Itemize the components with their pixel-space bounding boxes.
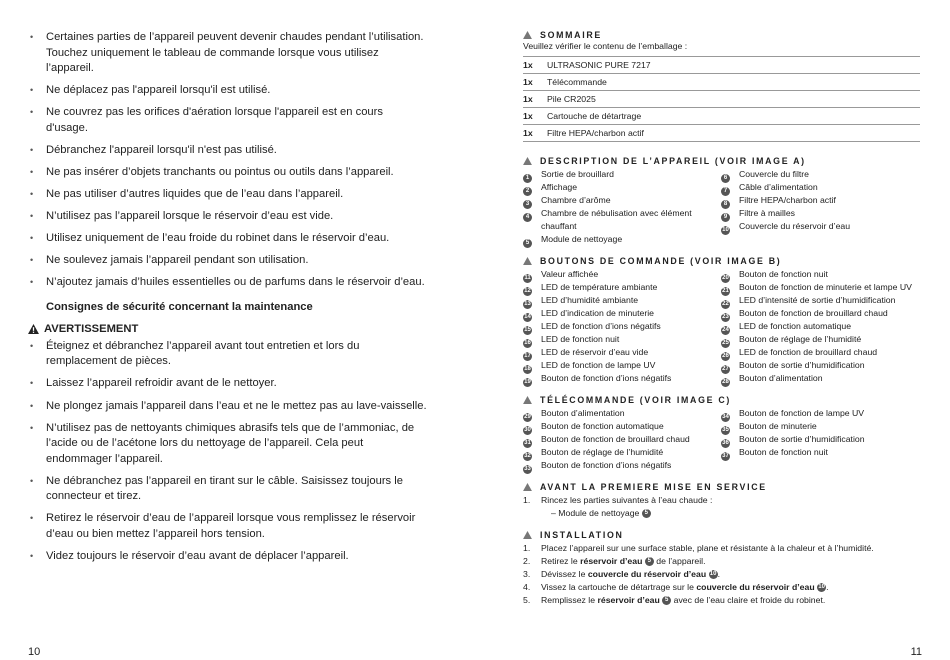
qty-cell: 1x bbox=[523, 91, 547, 108]
contents-table bbox=[523, 56, 920, 142]
sub-item-text: – Module de nettoyage bbox=[551, 508, 640, 518]
item-label: Bouton d’alimentation bbox=[739, 373, 823, 383]
number-badge: 3 bbox=[523, 200, 532, 209]
triangle-icon bbox=[523, 396, 532, 404]
number-badge: 24 bbox=[722, 327, 729, 333]
list-item bbox=[721, 320, 920, 333]
list-item bbox=[523, 407, 721, 420]
item-label: LED de fonction automatique bbox=[739, 321, 852, 331]
list-item bbox=[721, 168, 920, 181]
item-cell: ULTRASONIC PURE 7217 bbox=[547, 57, 920, 74]
number-badge: 2 bbox=[523, 187, 532, 196]
item-label: Couvercle du réservoir d’eau bbox=[739, 221, 851, 231]
telecommande-section bbox=[523, 395, 920, 472]
item-cell: Télécommande bbox=[547, 74, 920, 91]
item-label: Chambre d’arôme bbox=[541, 195, 611, 205]
page-number-left: 10 bbox=[28, 646, 41, 658]
list-item bbox=[523, 320, 721, 333]
table-row bbox=[523, 91, 920, 108]
item-label: LED d’intensité de sortie d’humidification bbox=[739, 295, 896, 305]
item-label: LED de température ambiante bbox=[541, 282, 658, 292]
number-badge: 7 bbox=[721, 187, 730, 196]
number-badge: 20 bbox=[722, 275, 729, 281]
list-item bbox=[523, 307, 721, 320]
item-label: Bouton de fonction de brouillard chaud bbox=[541, 434, 690, 444]
list-item: • Ne débranchez pas l’appareil en tirant sur le câble. Saisissez toujours le connecteur et tirez. bbox=[28, 474, 428, 505]
number-badge: 14 bbox=[524, 314, 531, 320]
item-label: Câble d’alimentation bbox=[739, 182, 818, 192]
boutons-col-2 bbox=[721, 268, 920, 385]
number-badge: 27 bbox=[722, 366, 729, 372]
step-number: 1. bbox=[523, 543, 531, 553]
list-item bbox=[721, 220, 920, 233]
step-text: Vissez la cartouche de détartrage sur le couvercle du réservoir d’eau 10. bbox=[541, 582, 829, 592]
item-label: LED d’indication de minuterie bbox=[541, 308, 655, 318]
list-item: • Ne soulevez jamais l’appareil pendant son utilisation. bbox=[28, 253, 428, 269]
item-label: Chambre de nébulisation avec élément chauffant bbox=[541, 208, 692, 231]
description-col-1 bbox=[523, 168, 721, 246]
telecommande-col-1 bbox=[523, 407, 721, 472]
item-label: LED de réservoir d’eau vide bbox=[541, 347, 649, 357]
number-badge: 13 bbox=[524, 301, 531, 307]
step-text: Placez l’appareil sur une surface stable, plane et résistante à la chaleur et à l’humidité. bbox=[541, 543, 874, 553]
item-label: LED de fonction de brouillard chaud bbox=[739, 347, 878, 357]
item-label: Bouton de fonction d’ions négatifs bbox=[541, 373, 672, 383]
maintenance-list bbox=[28, 339, 428, 565]
description-col-2 bbox=[721, 168, 920, 246]
section-title: DESCRIPTION DE L’APPAREIL (VOIR IMAGE A) bbox=[540, 156, 806, 166]
number-badge: 17 bbox=[524, 353, 531, 359]
list-item bbox=[721, 407, 920, 420]
list-item bbox=[523, 194, 721, 207]
list-item: • Ne pas insérer d’objets tranchants ou pointus ou outils dans l’appareil. bbox=[28, 165, 428, 181]
list-item bbox=[523, 281, 721, 294]
sommaire-intro: Veuillez vérifier le contenu de l’emballage : bbox=[523, 41, 688, 51]
list-item: • Débranchez l'appareil lorsqu'il n'est pas utilisé. bbox=[28, 143, 428, 159]
qty-cell: 1x bbox=[523, 108, 547, 125]
number-badge: 5 bbox=[642, 509, 651, 518]
number-badge: 28 bbox=[722, 379, 729, 385]
warning-heading bbox=[28, 323, 428, 335]
number-badge: 37 bbox=[722, 453, 729, 459]
list-item: • Éteignez et débranchez l’appareil avant tout entretien et lors du remplacement de pièces. bbox=[28, 339, 428, 370]
warning-label: AVERTISSEMENT bbox=[44, 322, 139, 335]
installation-section bbox=[523, 530, 920, 607]
list-item bbox=[523, 168, 721, 181]
number-badge: 34 bbox=[722, 414, 729, 420]
number-badge: 31 bbox=[524, 440, 531, 446]
number-badge: 19 bbox=[524, 379, 531, 385]
number-badge: 1 bbox=[523, 174, 532, 183]
list-item bbox=[523, 372, 721, 385]
item-label: Filtre à mailles bbox=[739, 208, 795, 218]
triangle-icon bbox=[523, 31, 532, 39]
list-item bbox=[721, 433, 920, 446]
item-label: LED de fonction nuit bbox=[541, 334, 620, 344]
step-number: 5. bbox=[523, 595, 531, 605]
list-item bbox=[523, 594, 920, 607]
list-item bbox=[523, 555, 920, 568]
list-item bbox=[721, 307, 920, 320]
number-badge: 12 bbox=[524, 288, 531, 294]
triangle-icon bbox=[523, 483, 532, 491]
number-badge: 26 bbox=[722, 353, 729, 359]
item-label: Bouton de fonction de brouillard chaud bbox=[739, 308, 888, 318]
list-item bbox=[721, 268, 920, 281]
table-row bbox=[523, 74, 920, 91]
number-badge: 4 bbox=[523, 213, 532, 222]
list-item bbox=[523, 294, 721, 307]
list-item bbox=[721, 194, 920, 207]
number-badge: 11 bbox=[524, 275, 531, 281]
list-item: • Certaines parties de l’appareil peuvent devenir chaudes pendant l’utilisation. Touchez uniquement le tableau de commande lorsque vous utilisez l’appareil. bbox=[28, 30, 428, 77]
maintenance-heading: Consignes de sécurité concernant la maintenance bbox=[46, 300, 313, 313]
avant-section bbox=[523, 482, 920, 520]
section-title: INSTALLATION bbox=[540, 530, 624, 540]
item-cell: Filtre HEPA/charbon actif bbox=[547, 125, 920, 142]
item-label: Bouton de réglage de l’humidité bbox=[541, 447, 664, 457]
qty-cell: 1x bbox=[523, 57, 547, 74]
number-badge: 22 bbox=[722, 301, 729, 307]
item-label: Bouton de sortie d’humidification bbox=[739, 360, 865, 370]
section-title: SOMMAIRE bbox=[540, 30, 602, 40]
list-item bbox=[523, 346, 721, 359]
section-title: BOUTONS DE COMMANDE (VOIR IMAGE B) bbox=[540, 256, 782, 266]
list-item bbox=[523, 359, 721, 372]
boutons-col-1 bbox=[523, 268, 721, 385]
list-item bbox=[721, 181, 920, 194]
step-number: 2. bbox=[523, 556, 531, 566]
boutons-section bbox=[523, 256, 920, 385]
item-label: Valeur affichée bbox=[541, 269, 599, 279]
list-item bbox=[523, 446, 721, 459]
list-item bbox=[523, 268, 721, 281]
step-number: 4. bbox=[523, 582, 531, 592]
number-badge: 32 bbox=[524, 453, 531, 459]
number-badge: 16 bbox=[524, 340, 531, 346]
number-badge: 10 bbox=[818, 584, 825, 591]
table-row bbox=[523, 57, 920, 74]
list-item bbox=[721, 359, 920, 372]
list-item bbox=[523, 542, 920, 555]
list-item bbox=[523, 207, 721, 233]
item-label: Bouton de fonction nuit bbox=[739, 447, 828, 457]
item-label: Module de nettoyage bbox=[541, 234, 623, 244]
sommaire-section bbox=[523, 30, 920, 142]
safety-list bbox=[28, 30, 428, 291]
number-badge: 10 bbox=[709, 571, 717, 578]
list-item bbox=[523, 459, 721, 472]
number-badge: 33 bbox=[524, 466, 531, 472]
item-label: Bouton de fonction de lampe UV bbox=[739, 408, 865, 418]
item-cell: Cartouche de détartrage bbox=[547, 108, 920, 125]
list-item: • N’utilisez pas de nettoyants chimiques abrasifs tels que de l’ammoniac, de l’acide ou de l’acétone lors du nettoyage de l’appareil. Cela peut endommager l’appareil. bbox=[28, 421, 428, 468]
list-item bbox=[523, 233, 721, 246]
qty-cell: 1x bbox=[523, 125, 547, 142]
triangle-icon bbox=[523, 157, 532, 165]
number-badge: 10 bbox=[722, 227, 729, 233]
list-item: • Ne plongez jamais l’appareil dans l’eau et ne le mettez pas au lave-vaisselle. bbox=[28, 399, 428, 415]
number-badge: 15 bbox=[524, 327, 531, 333]
list-item: • Utilisez uniquement de l’eau froide du robinet dans le réservoir d’eau. bbox=[28, 231, 428, 247]
number-badge: 30 bbox=[524, 427, 531, 433]
number-badge: 5 bbox=[662, 596, 671, 605]
list-item: • Ne pas utiliser d’autres liquides que de l’eau dans l’appareil. bbox=[28, 187, 428, 203]
number-badge: 8 bbox=[721, 200, 730, 209]
warning-icon bbox=[28, 324, 39, 334]
list-item bbox=[721, 346, 920, 359]
list-item bbox=[721, 333, 920, 346]
number-badge: 36 bbox=[722, 440, 729, 446]
list-item bbox=[523, 568, 920, 581]
number-badge: 5 bbox=[645, 557, 654, 566]
number-badge: 9 bbox=[721, 213, 730, 222]
step-text: Remplissez le réservoir d’eau 5 avec de l’eau claire et froide du robinet. bbox=[541, 595, 826, 605]
item-label: Bouton de minuterie bbox=[739, 421, 817, 431]
section-title: TÉLÉCOMMANDE (VOIR IMAGE C) bbox=[540, 395, 732, 405]
item-label: Bouton de fonction automatique bbox=[541, 421, 664, 431]
triangle-icon bbox=[523, 531, 532, 539]
right-page bbox=[523, 30, 920, 617]
list-item bbox=[721, 372, 920, 385]
step-number: 1. bbox=[523, 495, 531, 505]
item-label: Sortie de brouillard bbox=[541, 169, 614, 179]
list-item bbox=[721, 281, 920, 294]
list-item: • Laissez l’appareil refroidir avant de le nettoyer. bbox=[28, 376, 428, 392]
number-badge: 23 bbox=[722, 314, 729, 320]
list-item bbox=[721, 294, 920, 307]
list-item bbox=[721, 420, 920, 433]
table-row bbox=[523, 125, 920, 142]
list-item: • N’ajoutez jamais d’huiles essentielles ou de parfums dans le réservoir d’eau. bbox=[28, 275, 428, 291]
step-number: 3. bbox=[523, 569, 531, 579]
number-badge: 5 bbox=[523, 239, 532, 248]
list-item bbox=[523, 433, 721, 446]
section-title: AVANT LA PREMIERE MISE EN SERVICE bbox=[540, 482, 767, 492]
step-text: Dévissez le couvercle du réservoir d’eau 10. bbox=[541, 569, 720, 579]
item-label: Affichage bbox=[541, 182, 578, 192]
list-item: • Retirez le réservoir d’eau de l’appareil lorsque vous remplissez le réservoir d’eau ou bien mettez l’appareil hors tension. bbox=[28, 511, 428, 542]
number-badge: 18 bbox=[524, 366, 531, 372]
list-item: • Ne couvrez pas les orifices d'aération lorsque l'appareil est en cours d'usage. bbox=[28, 105, 428, 136]
table-row bbox=[523, 108, 920, 125]
item-label: Filtre HEPA/charbon actif bbox=[739, 195, 836, 205]
item-label: Bouton de sortie d’humidification bbox=[739, 434, 865, 444]
qty-cell: 1x bbox=[523, 74, 547, 91]
list-item: • Ne déplacez pas l'appareil lorsqu'il est utilisé. bbox=[28, 83, 428, 99]
item-label: Bouton de réglage de l’humidité bbox=[739, 334, 862, 344]
list-item: • N’utilisez pas l’appareil lorsque le réservoir d’eau est vide. bbox=[28, 209, 428, 225]
list-item bbox=[721, 446, 920, 459]
item-label: Bouton de fonction nuit bbox=[739, 269, 828, 279]
step-text: Retirez le réservoir d’eau 5 de l’appareil. bbox=[541, 556, 706, 566]
list-item bbox=[523, 181, 721, 194]
item-label: Bouton d’alimentation bbox=[541, 408, 625, 418]
description-section bbox=[523, 156, 920, 246]
sub-item bbox=[523, 507, 920, 520]
page-number-right: 11 bbox=[910, 646, 922, 658]
number-badge: 21 bbox=[722, 288, 729, 294]
number-badge: 6 bbox=[721, 174, 730, 183]
list-item: • Videz toujours le réservoir d’eau avant de déplacer l’appareil. bbox=[28, 549, 428, 565]
number-badge: 25 bbox=[722, 340, 729, 346]
list-item bbox=[523, 581, 920, 594]
item-label: Couvercle du filtre bbox=[739, 169, 810, 179]
list-item bbox=[523, 420, 721, 433]
left-page bbox=[28, 30, 428, 571]
item-label: LED de fonction d’ions négatifs bbox=[541, 321, 661, 331]
step-text: Rincez les parties suivantes à l’eau chaude : bbox=[541, 495, 713, 505]
item-cell: Pile CR2025 bbox=[547, 91, 920, 108]
number-badge: 29 bbox=[524, 414, 531, 420]
item-label: LED de fonction de lampe UV bbox=[541, 360, 656, 370]
telecommande-col-2 bbox=[721, 407, 920, 472]
list-item bbox=[523, 333, 721, 346]
list-item bbox=[523, 494, 920, 507]
triangle-icon bbox=[523, 257, 532, 265]
item-label: LED d’humidité ambiante bbox=[541, 295, 639, 305]
list-item bbox=[721, 207, 920, 220]
item-label: Bouton de fonction de minuterie et lampe UV bbox=[739, 282, 912, 292]
number-badge: 35 bbox=[722, 427, 729, 433]
item-label: Bouton de fonction d’ions négatifs bbox=[541, 460, 672, 470]
